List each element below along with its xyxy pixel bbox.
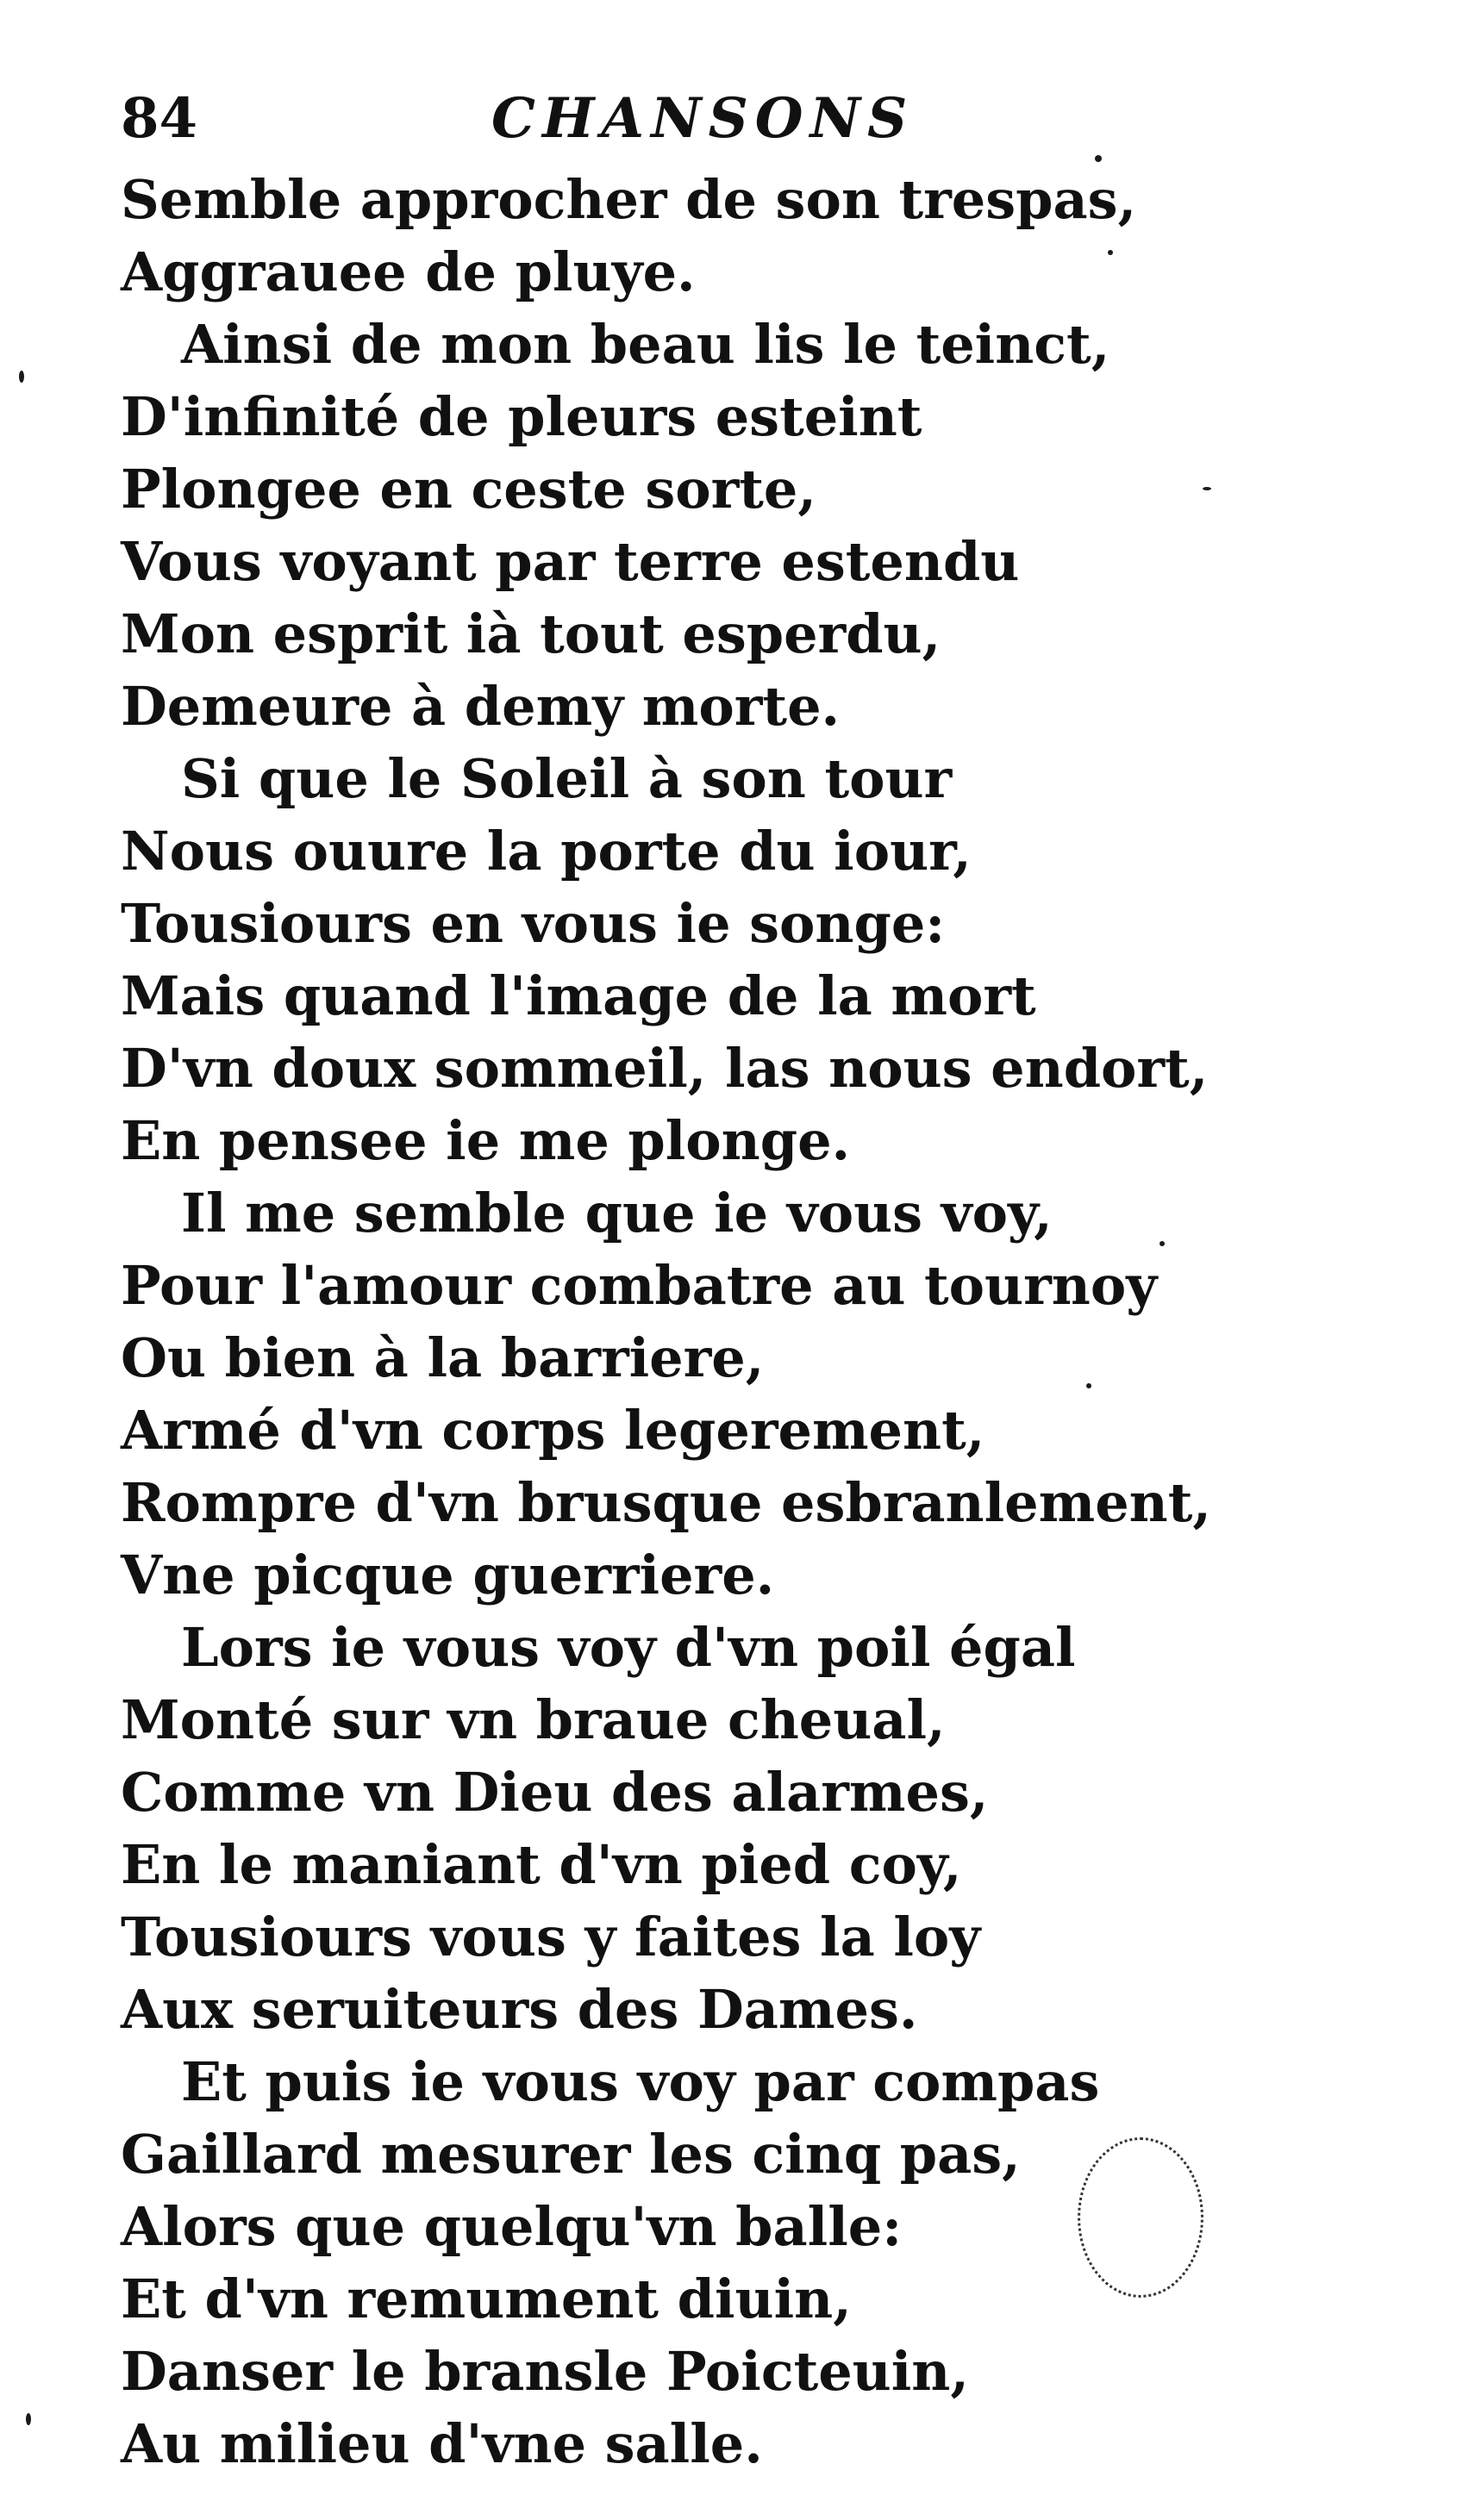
poem-line: Mais quand l'image de la mort bbox=[121, 964, 1036, 1027]
poem-line: Plongee en ceste sorte, bbox=[121, 458, 816, 521]
poem-text bbox=[121, 164, 1211, 2480]
page-number: 84 bbox=[121, 86, 198, 151]
poem-line: Tousiours vous y faites la loy bbox=[121, 1906, 981, 1968]
poem-line: Pour l'amour combatre au tournoy bbox=[121, 1254, 1158, 1317]
poem-line: Et puis ie vous voy par compas bbox=[181, 2050, 1100, 2113]
poem-line: Aux seruiteurs des Dames. bbox=[121, 1978, 918, 2041]
poem-line: Demeure à demy morte. bbox=[121, 675, 841, 738]
page-header bbox=[121, 76, 1069, 162]
poem-line: Danser le bransle Poicteuin, bbox=[121, 2340, 969, 2403]
ink-speck bbox=[19, 371, 24, 383]
bleed-through-mark bbox=[1078, 2137, 1203, 2298]
poem-line: Comme vn Dieu des alarmes, bbox=[121, 1761, 989, 1824]
poem-line: Monté sur vn braue cheual, bbox=[121, 1688, 946, 1751]
poem-line: Ainsi de mon beau lis le teinct, bbox=[181, 313, 1110, 376]
ink-speck bbox=[1108, 250, 1113, 255]
poem-line: Nous ouure la porte du iour, bbox=[121, 820, 972, 883]
poem-line: En pensee ie me plonge. bbox=[121, 1109, 851, 1172]
ink-speck bbox=[1160, 1241, 1165, 1246]
poem-line: Ou bien à la barriere, bbox=[121, 1326, 765, 1389]
poem-line: Et d'vn remument diuin, bbox=[121, 2267, 852, 2330]
running-head: CHANSONS bbox=[491, 86, 915, 151]
poem-line: D'vn doux sommeil, las nous endort, bbox=[121, 1037, 1209, 1100]
poem-line: Vous voyant par terre estendu bbox=[121, 530, 1020, 593]
ink-speck bbox=[1086, 1383, 1091, 1388]
poem-line: Lors ie vous voy d'vn poil égal bbox=[181, 1616, 1076, 1679]
poem-line: Alors que quelqu'vn balle: bbox=[121, 2195, 903, 2258]
ink-speck bbox=[1203, 487, 1211, 490]
poem-line: Si que le Soleil à son tour bbox=[181, 747, 953, 810]
ink-speck bbox=[26, 2413, 31, 2425]
poem-line: Armé d'vn corps legerement, bbox=[121, 1399, 985, 1462]
poem-line: Semble approcher de son trespas, bbox=[121, 168, 1137, 231]
poem-line: D'infinité de pleurs esteint bbox=[121, 385, 922, 448]
poem-line: Gaillard mesurer les cinq pas, bbox=[121, 2123, 1021, 2186]
poem-line: Il me semble que ie vous voy, bbox=[181, 1182, 1053, 1244]
poem-line: En le maniant d'vn pied coy, bbox=[121, 1833, 962, 1896]
poem-line: Au milieu d'vne salle. bbox=[121, 2412, 763, 2475]
poem-line: Rompre d'vn brusque esbranlement, bbox=[121, 1471, 1211, 1534]
poem-line: Aggrauee de pluye. bbox=[121, 240, 696, 303]
poem-line: Tousiours en vous ie songe: bbox=[121, 892, 946, 955]
poem-line: Mon esprit ià tout esperdu, bbox=[121, 602, 941, 665]
poem-line: Vne picque guerriere. bbox=[121, 1544, 775, 1606]
ink-speck bbox=[1095, 155, 1102, 162]
